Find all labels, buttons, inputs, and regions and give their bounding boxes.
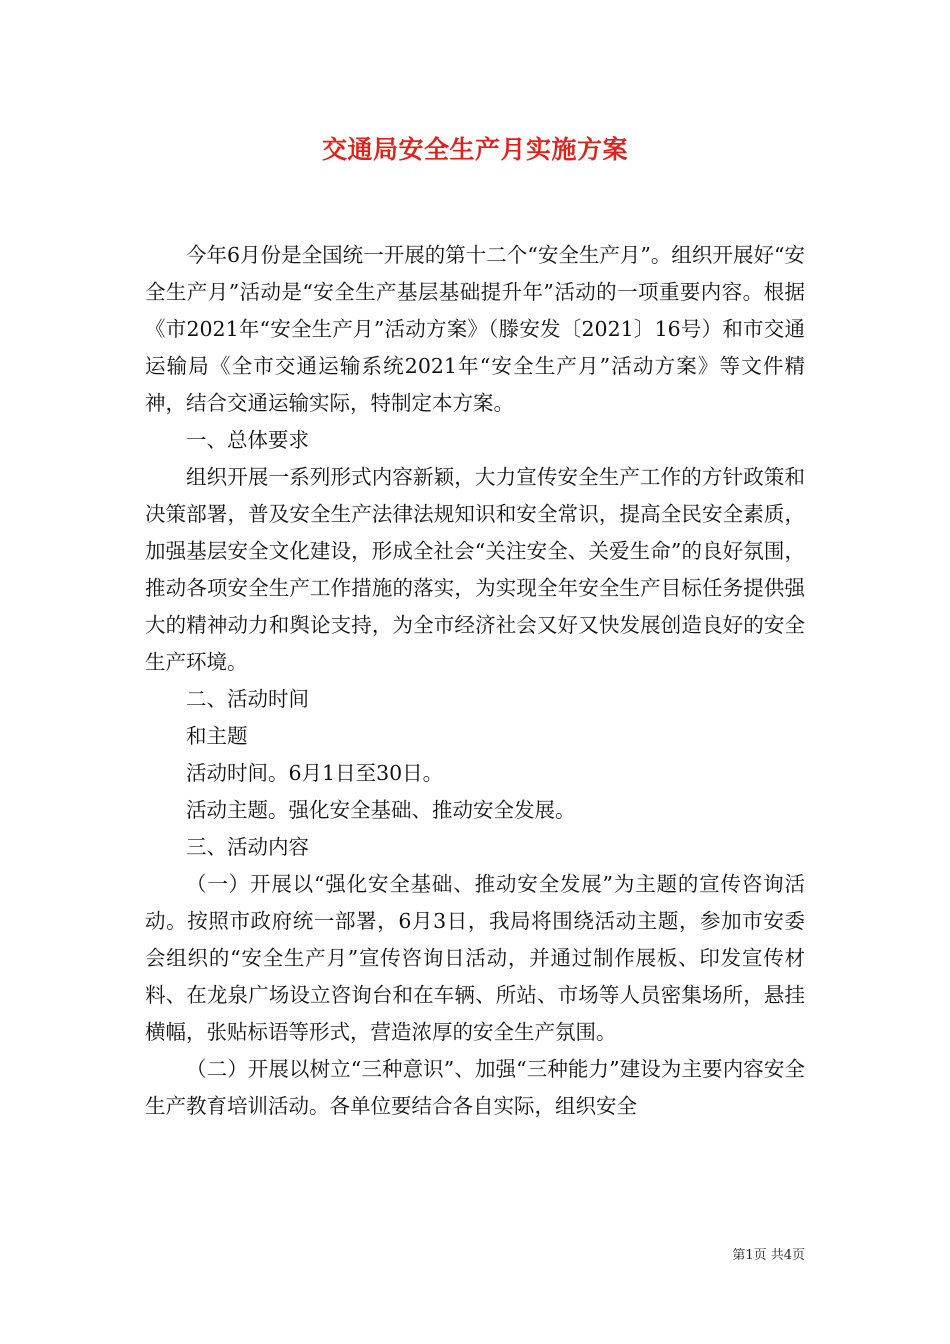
document-title: 交通局安全生产月实施方案 [321, 135, 628, 164]
document-body [145, 237, 805, 1125]
paragraph-content-item-2: （二）开展以树立“三种意识”、加强“三种能力”建设为主要内容安全生产教育培训活动。各单位要结合各自实际，组织安全 [145, 1057, 805, 1118]
page-number: 第1页 共4页 [732, 1248, 805, 1263]
paragraph-activity-theme: 活动主题。强化安全基础、推动安全发展。 [186, 798, 576, 822]
heading-general-requirements: 一、总体要求 [186, 428, 309, 452]
heading-theme-continued: 和主题 [186, 724, 248, 748]
paragraph-general-requirements: 组织开展一系列形式内容新颖，大力宣传安全生产工作的方针政策和决策部署，普及安全生产法律法规知识和安全常识，提高全民安全素质，加强基层安全文化建设，形成全社会“关注安全、关爱生命”的良好氛围，推动各项安全生产工作措施的落实，为实现全年安全生产目标任务提供强大的精神动力和舆论支持，为全市经济社会又好又快发展创造良好的安全生产环境。 [145, 465, 805, 674]
paragraph-intro: 今年6月份是全国统一开展的第十二个“安全生产月”。组织开展好“安全生产月”活动是“安全生产基层基础提升年”活动的一项重要内容。根据《市2021年“安全生产月”活动方案》（滕安发〔2021〕16号）和市交通运输局《全市交通运输系统2021年“安全生产月”活动方案》等文件精神，结合交通运输实际，特制定本方案。 [145, 243, 805, 415]
paragraph-activity-time: 活动时间。6月1日至30日。 [186, 761, 444, 785]
paragraph-content-item-1: （一）开展以“强化安全基础、推动安全发展”为主题的宣传咨询活动。按照市政府统一部署，6月3日，我局将围绕活动主题，参加市安委会组织的“安全生产月”宣传咨询日活动，并通过制作展板、印发宣传材料、在龙泉广场设立咨询台和在车辆、所站、市场等人员密集场所，悬挂横幅，张贴标语等形式，营造浓厚的安全生产氛围。 [145, 872, 805, 1044]
heading-activity-time: 二、活动时间 [186, 687, 309, 711]
heading-activity-content: 三、活动内容 [186, 835, 309, 859]
